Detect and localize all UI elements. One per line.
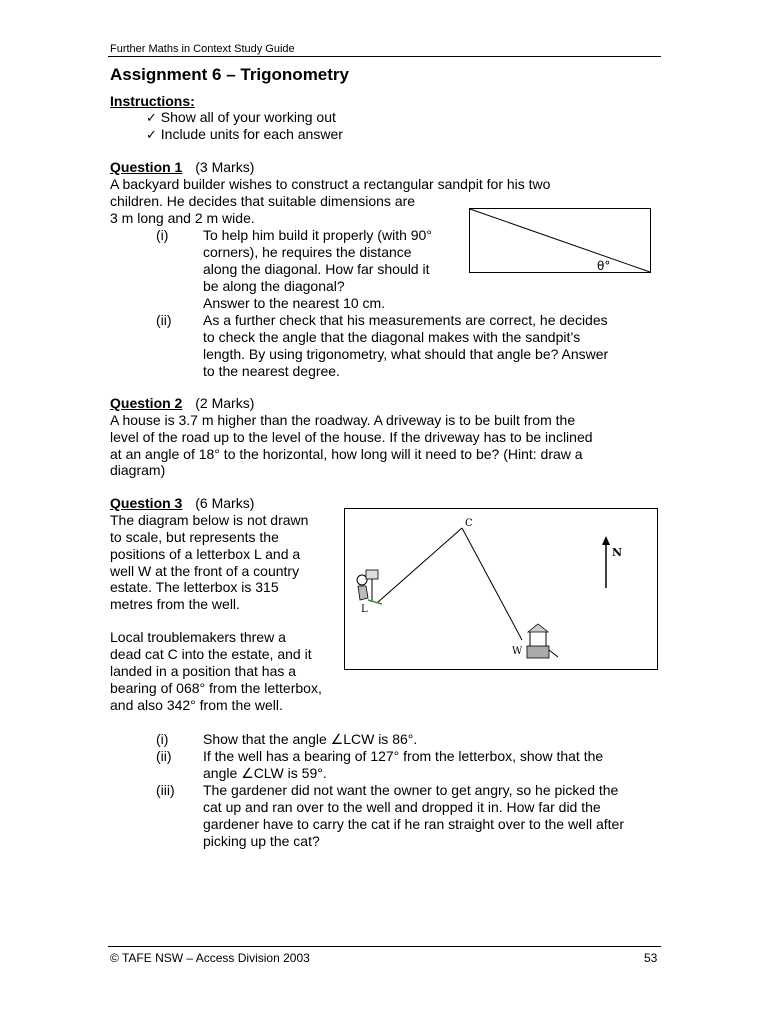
- q1-part-number: (i): [156, 227, 169, 243]
- label-l: L: [361, 604, 368, 615]
- q1-part-line: To help him build it properly (with 90°: [203, 227, 432, 243]
- q1-part-line: Answer to the nearest 10 cm.: [203, 295, 386, 311]
- q3-marks: (6 Marks): [195, 495, 255, 511]
- q1-part-number: (ii): [156, 312, 172, 328]
- q1-part-line: to the nearest degree.: [203, 363, 340, 379]
- q1-part-line: length. By using trigonometry, what should that angle be? Answer: [203, 346, 609, 362]
- q3-text-line: Local troublemakers threw a: [110, 629, 286, 645]
- q1-part-line: corners), he requires the distance: [203, 244, 412, 260]
- instructions-heading: Instructions:: [110, 93, 195, 109]
- q3-part-line: The gardener did not want the owner to get angry, so he picked the: [203, 782, 619, 798]
- q3-part-number: (i): [156, 731, 169, 747]
- q1-heading: [110, 159, 254, 176]
- label-n: N: [612, 546, 623, 559]
- instruction-item: [146, 109, 336, 127]
- q2-marks: (2 Marks): [195, 395, 255, 411]
- q3-part-line: gardener have to carry the cat if he ran straight over to the well after: [203, 816, 624, 832]
- q1-part-line: be along the diagonal?: [203, 278, 345, 294]
- q3-label: Question 3: [110, 495, 183, 511]
- theta-label: θ°: [597, 259, 611, 273]
- q3-text-line: estate. The letterbox is 315: [110, 579, 279, 595]
- q3-part-line: picking up the cat?: [203, 833, 320, 849]
- guide-title: Further Maths in Context Study Guide: [110, 43, 295, 55]
- check-icon: ✓: [146, 111, 157, 126]
- q2-label: Question 2: [110, 395, 183, 411]
- header-rule: [108, 56, 661, 57]
- q3-text-line: dead cat C into the estate, and it: [110, 646, 312, 662]
- q3-text-line: metres from the well.: [110, 596, 240, 612]
- q1-marks: (3 Marks): [195, 159, 255, 175]
- instruction-text: Include units for each answer: [160, 126, 343, 142]
- q1-intro-line: children. He decides that suitable dimensions are: [110, 193, 416, 209]
- q1-part-line: As a further check that his measurements are correct, he decides: [203, 312, 608, 328]
- q2-line: A house is 3.7 m higher than the roadway. A driveway is to be built from the: [110, 412, 576, 428]
- label-c: C: [465, 518, 473, 529]
- check-icon: ✓: [146, 128, 157, 143]
- q3-text-line: and also 342° from the well.: [110, 697, 283, 713]
- q2-line: at an angle of 18° to the horizontal, how long will it need to be? (Hint: draw a: [110, 446, 583, 462]
- copyright: © TAFE NSW – Access Division 2003: [110, 951, 310, 965]
- sandpit-diagram: [469, 208, 652, 274]
- q3-part-number: (iii): [156, 782, 175, 798]
- q3-part-line: If the well has a bearing of 127° from the letterbox, show that the: [203, 748, 604, 764]
- diagram-frame: [345, 509, 658, 670]
- q3-text-line: landed in a position that has a: [110, 663, 297, 679]
- q3-text-line: bearing of 068° from the letterbox,: [110, 680, 322, 696]
- q1-label: Question 1: [110, 159, 183, 175]
- q3-part-line: Show that the angle ∠LCW is 86°.: [203, 731, 418, 747]
- footer-rule: [108, 946, 661, 947]
- page-number: 53: [644, 951, 658, 965]
- q3-part-line: angle ∠CLW is 59°.: [203, 765, 327, 781]
- q3-part-line: cat up and ran over to the well and dropped it in. How far did the: [203, 799, 601, 815]
- bearing-diagram: [344, 508, 658, 670]
- q2-line: level of the road up to the level of the house. If the driveway has to be inclined: [110, 429, 593, 445]
- q3-text-line: well W at the front of a country: [110, 563, 300, 579]
- q2-line: diagram): [110, 462, 166, 478]
- instruction-text: Show all of your working out: [160, 109, 336, 125]
- q3-text-line: The diagram below is not drawn: [110, 512, 309, 528]
- q1-part-line: along the diagonal. How far should it: [203, 261, 430, 277]
- q3-part-number: (ii): [156, 748, 172, 764]
- q3-heading: [110, 495, 254, 512]
- assignment-title: Assignment 6 – Trigonometry: [110, 65, 349, 84]
- q2-heading: [110, 395, 254, 412]
- q1-part-line: to check the angle that the diagonal makes with the sandpit’s: [203, 329, 581, 345]
- q1-intro-line: A backyard builder wishes to construct a rectangular sandpit for his two: [110, 176, 551, 192]
- instruction-item: [146, 126, 343, 144]
- q1-intro-line: 3 m long and 2 m wide.: [110, 210, 255, 226]
- label-w: W: [512, 646, 523, 657]
- q3-text-line: positions of a letterbox L and a: [110, 546, 301, 562]
- q3-text-line: to scale, but represents the: [110, 529, 279, 545]
